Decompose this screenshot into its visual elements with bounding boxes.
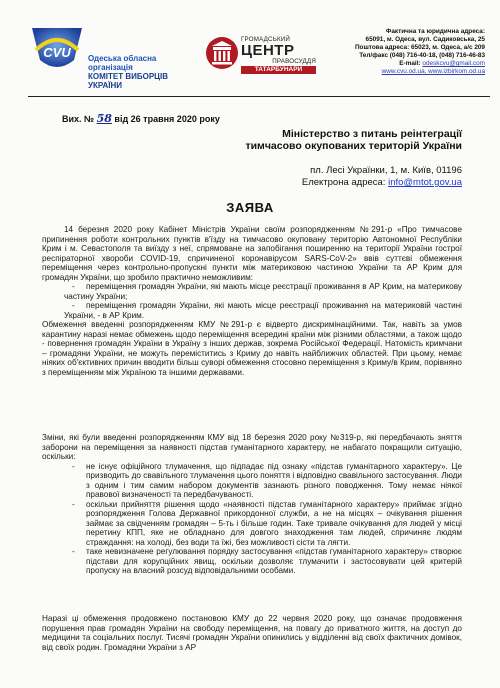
recipient-name xyxy=(210,128,462,152)
paragraph-2: Обмеження введенні розпорядженням КМУ №291-р є відверто дискримінаційними. Так, навіть за умов карантину наразі немає обмежень щодо переміщення всередині країни між різними областями, а також щодо - повернення громадян України в Україну з інших держав, зокрема Російської Федерації. Натомість кримчани – громадяни України, не можуть переміститись з Криму до навіть найближчих областей. При цьому, немає ніяких об'єктивних причин вводити більш суворі обмеження стосовно переміщення з Криму/в Крим, порівняно з переміщенням між Україною та іншими державами. xyxy=(42,320,462,377)
list-item: - переміщення громадян України, які мають місце реєстрації проживання на материковій частині України, - в АР Крим. xyxy=(42,301,462,320)
recipient-email-line xyxy=(210,177,462,189)
outgoing-number xyxy=(62,112,220,125)
outgoing-date: від 26 травня 2020 року xyxy=(114,114,220,124)
email-label: E-mail: xyxy=(399,60,421,67)
header-divider xyxy=(28,96,490,97)
recipient-email-link[interactable]: info@mtot.gov.ua xyxy=(388,177,462,188)
cvu-org-name xyxy=(88,54,198,90)
centre-sub-text: ПРАВОСУДДЯ xyxy=(272,58,316,65)
centre-big-text: ЦЕНТР xyxy=(241,42,295,59)
cvu-org-line2: КОМІТЕТ ВИБОРЦІВ УКРАЇНИ xyxy=(88,72,169,90)
centre-top-text: ГРОМАДСЬКИЙ xyxy=(241,36,291,43)
contact-line: Фактична та юридична адреса: xyxy=(385,28,485,35)
paragraph-1-text: 14 березня 2020 року Кабінет Міністрів України своїм розпорядженням №291-р «Про тимчасове припинення роботи контрольних пунктів в'їзду на тимчасово окуповану територію Автономної Республіки Крим і м. Севастополя та виїзду з неї, спрямоване на запобігання поширенню на території України гострої респіраторної хвороби COVID-19, спричиненої коронавірусом SARS-CoV-2» ввів суттєві обмеження переміщення через контрольно-пропускні пункти між материковою частиною України та АР Крим для громадян України, що зробило практично неможливим: xyxy=(42,225,462,282)
centre-logo-icon xyxy=(205,36,239,70)
contact-line: Тел/факс (048) 716-40-18, (048) 716-46-83 xyxy=(359,52,485,59)
paragraph-3-text: Зміни, які були введенні розпорядженням КМУ від 18 березня 2020 року №319-р, які передбачають зняття заборони на переміщення за наявності підстав гуманітарного характеру, не набагато покращили ситуацію, оскільки: xyxy=(42,433,462,461)
cvu-logo xyxy=(28,24,86,76)
list-item: - переміщення громадян України, які мають місце реєстрації проживання в АР Крим, на материкову частину України; xyxy=(42,282,462,301)
outgoing-handwritten-number: 58 xyxy=(96,112,112,125)
list-item: - оскільки прийняття рішення щодо «наявності підстав гуманітарного характеру» приймає згідно розпорядження Голова Державної прикордонної служби, а не на місцях – очікування рішення займає за свідченням громадян – 5-ть і більше годин. Таке тривале очікування для людей у місці перетину КПП, яке не обладнано для довгого знаходження там людей, спричиняє людям страждання: на холоді, без води та їжі, без можливості сісти та лягти. xyxy=(64,500,462,548)
paragraph-4: Наразі ці обмеження продовжено постановою КМУ до 22 червня 2020 року, що означає продовження порушення прав громадян України на свободу переміщення, на повагу до приватного життя, на доступ до медицини та соціальних послуг. Тисячі громадян України опинились у відділенні від своїх фактичних домівок, від своїх родин. Громадяни України з АР xyxy=(42,614,462,652)
website-links[interactable]: www.cvu.od.ua, www.izbirkom.od.ua xyxy=(381,68,485,75)
paragraph-3-list xyxy=(64,462,462,576)
contact-block xyxy=(320,28,485,76)
document-title: ЗАЯВА xyxy=(226,200,274,215)
recipient-line1: Міністерство з питань реінтеграції xyxy=(282,128,462,140)
centre-logo-text xyxy=(241,36,316,74)
recipient-postal-address: пл. Лесі Українки, 1, м. Київ, 01196 xyxy=(310,165,462,176)
list-item: - таке невизначене регулювання порядку застосування «підстав гуманітарного характеру» створює підстави для корупційних явищ, оскільки дозволяє тлумачити і застосовувати цей критерій пропуску на власний розсуд відповідальними особами. xyxy=(64,547,462,576)
contact-email-line xyxy=(320,60,485,68)
paragraph-1 xyxy=(42,225,462,320)
cvu-logo-text: CVU xyxy=(43,45,71,60)
paragraph-3 xyxy=(42,433,462,576)
centre-band-text: ТАТАРБУНАРИ xyxy=(241,66,316,74)
paragraph-1-list xyxy=(42,282,462,320)
cvu-org-line1: Одеська обласна організація xyxy=(88,54,157,72)
list-item: - не існує офіційного тлумачення, що підпадає під ознаку «підстав гуманітарного характеру». Це призводить до свавільного тлумачення цього поняття і відповідно свавільного застосування. Люди з одним і тим самим набором документів зазнають різного поводження. Тому немає ніякої правової визначеності та передбачуваності. xyxy=(64,462,462,500)
contact-line: 65091, м. Одеса, вул. Садиковська, 25 xyxy=(365,36,485,43)
recipient-address xyxy=(210,165,462,189)
contact-line: Поштова адреса: 65023, м. Одеса, а/с 209 xyxy=(354,44,485,51)
recipient-line2: тимчасово окупованих територій України xyxy=(245,140,462,152)
outgoing-prefix: Вих. № xyxy=(62,114,95,124)
recipient-email-label: Електрона адреса: xyxy=(301,177,386,188)
email-link[interactable]: odeskcvu@gmail.com xyxy=(422,60,485,67)
